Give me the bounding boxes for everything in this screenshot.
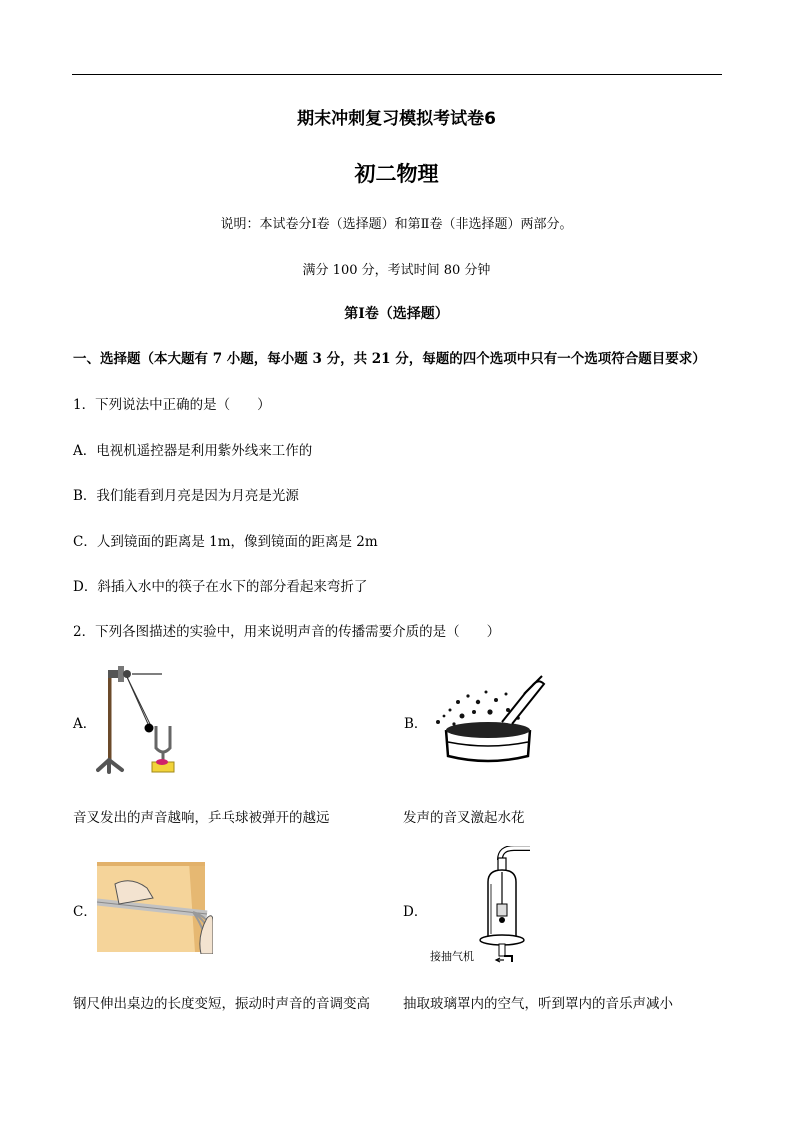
tuning-fork-pendulum-image [96,662,180,777]
tuning-fork-water-splash-image [428,672,548,767]
exam-score-info: 满分 100 分，考试时间 80 分钟 [302,263,491,278]
section-heading: 一、选择题（本大题有 7 小题，每小题 3 分，共 21 分，每题的四个选项中只有一个选项符合题目要求） [73,351,706,367]
question-2-option-c-label: C． [73,904,97,920]
question-1-option-a: A．电视机遥控器是利用紫外线来工作的 [73,443,313,459]
question-1-option-b: B．我们能看到月亮是因为月亮是光源 [73,488,299,504]
question-2-option-a-caption: 音叉发出的声音越响，乒乓球被弹开的越远 [73,810,330,826]
question-2-option-d-caption: 抽取玻璃罩内的空气，听到罩内的音乐声减小 [403,996,673,1012]
question-2-option-b-caption: 发声的音叉激起水花 [403,810,525,826]
question-1-stem: 1．下列说法中正确的是（ ） [73,397,271,413]
question-2-option-c-caption: 钢尺伸出桌边的长度变短，振动时声音的音调变高 [73,996,370,1012]
question-1-option-c: C．人到镜面的距离是 1m，像到镜面的距离是 2m [73,534,378,550]
question-1-option-d: D．斜插入水中的筷子在水下的部分看起来弯折了 [73,579,368,595]
exam-note: 说明：本试卷分Ⅰ卷（选择题）和第Ⅱ卷（非选择题）两部分。 [220,217,573,232]
exam-title: 期末冲刺复习模拟考试卷6 [297,109,496,129]
exam-subject: 初二物理 [354,162,439,186]
steel-ruler-table-image [97,862,213,954]
bell-jar-vacuum-image [470,846,540,972]
question-2-option-d-label: D． [403,904,428,920]
question-2-option-b-label: B． [404,716,428,732]
part-one-title: 第Ⅰ卷（选择题） [344,306,449,322]
header-rule [72,74,722,75]
pump-label: 接抽气机 [430,950,474,963]
question-2-option-a-label: A． [73,716,97,732]
question-2-stem: 2．下列各图描述的实验中，用来说明声音的传播需要介质的是（ ） [73,624,501,640]
